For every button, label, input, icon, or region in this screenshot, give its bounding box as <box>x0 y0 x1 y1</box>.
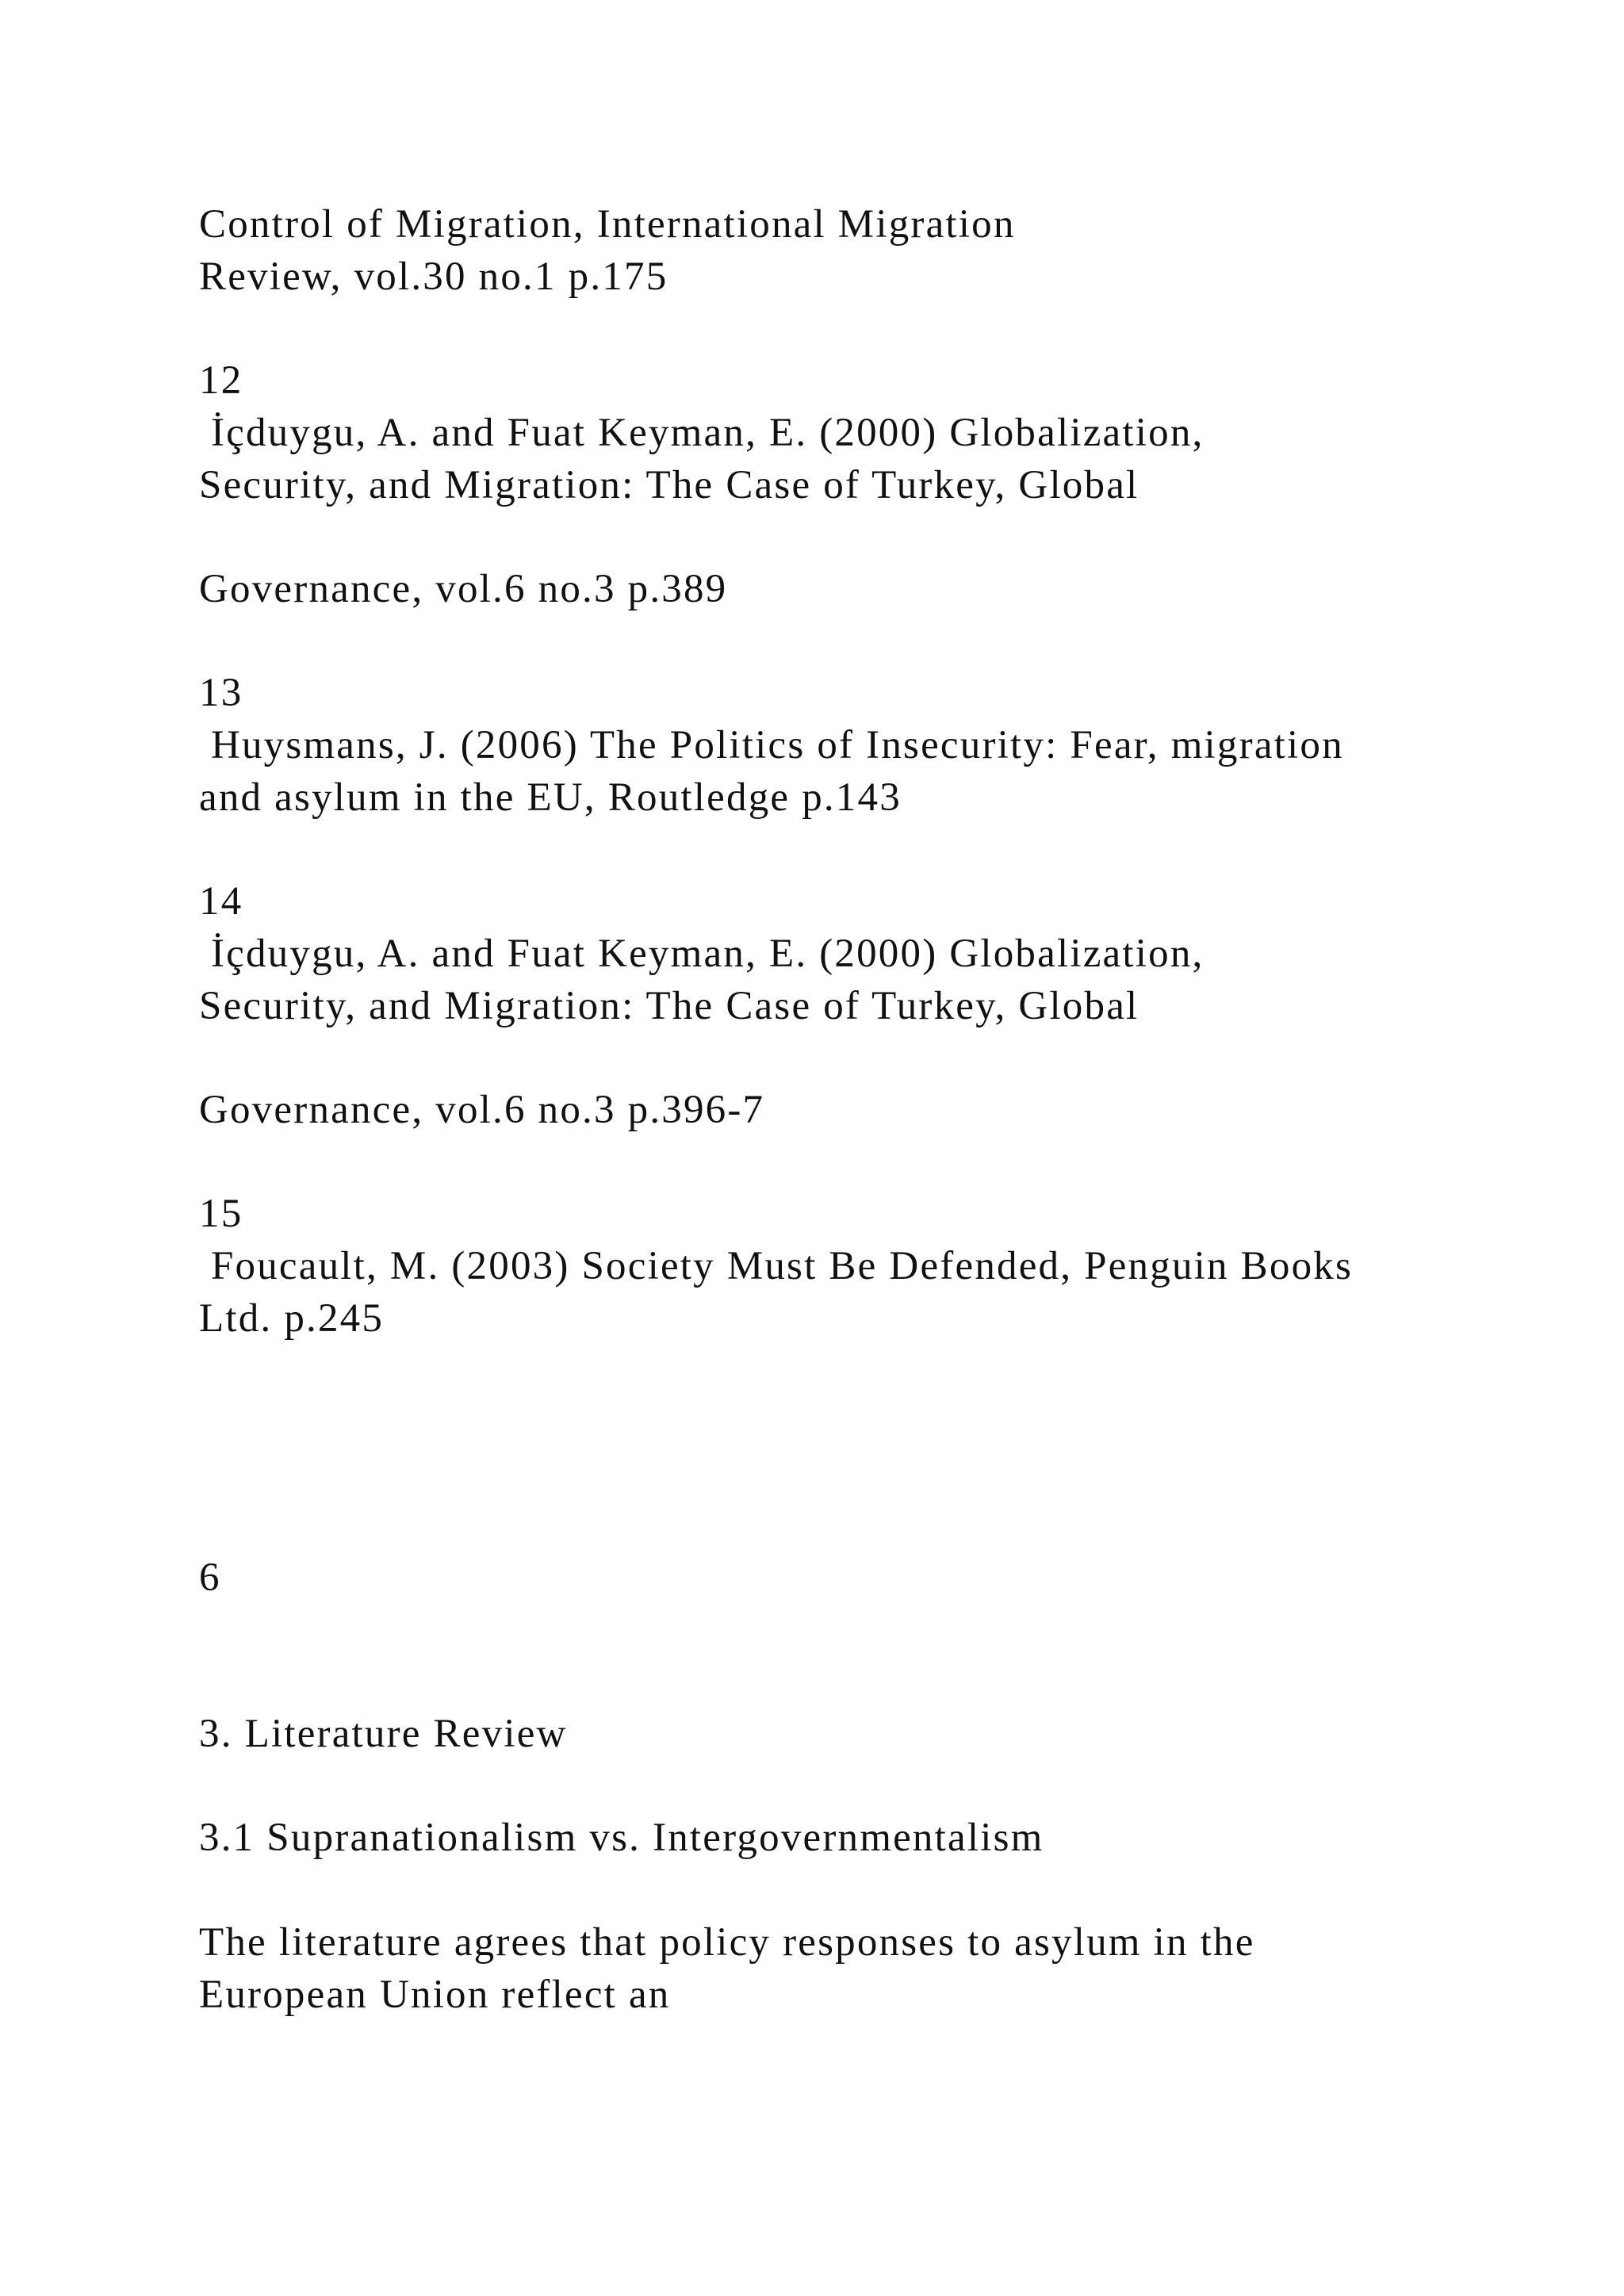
footnote-11-continuation-line-1: Control of Migration, International Migration <box>199 202 1016 247</box>
footnote-12-line-2: Security, and Migration: The Case of Turkey, Global <box>199 463 1139 507</box>
footnote-15-line-1: Foucault, M. (2003) Society Must Be Defended, Penguin Books <box>199 1244 1354 1288</box>
body-paragraph-line-1: The literature agrees that policy responses to asylum in the <box>199 1920 1255 1965</box>
section-heading: 3. Literature Review <box>199 1712 568 1756</box>
footnote-13-line-2: and asylum in the EU, Routledge p.143 <box>199 775 902 820</box>
footnote-15-number: 15 <box>199 1192 243 1236</box>
footnote-13-line-1: Huysmans, J. (2006) The Politics of Insecurity: Fear, migration <box>199 723 1344 767</box>
footnote-12-number: 12 <box>199 358 243 403</box>
body-paragraph-line-2: European Union reflect an <box>199 1973 671 2017</box>
page-number: 6 <box>199 1556 221 1600</box>
section-subheading: 3.1 Supranationalism vs. Intergovernmentalism <box>199 1816 1044 1860</box>
footnote-14-number: 14 <box>199 879 243 924</box>
footnote-14-line-2: Security, and Migration: The Case of Turkey, Global <box>199 984 1139 1028</box>
footnote-13-number: 13 <box>199 671 243 715</box>
footnote-15-line-2: Ltd. p.245 <box>199 1296 385 1341</box>
footnote-14-line-3: Governance, vol.6 no.3 p.396-7 <box>199 1088 765 1132</box>
footnote-12-line-1: İçduygu, A. and Fuat Keyman, E. (2000) Globalization, <box>199 411 1205 455</box>
footnote-14-line-1: İçduygu, A. and Fuat Keyman, E. (2000) Globalization, <box>199 932 1205 976</box>
footnote-12-line-3: Governance, vol.6 no.3 p.389 <box>199 567 728 611</box>
footnote-11-continuation-line-2: Review, vol.30 no.1 p.175 <box>199 254 668 299</box>
